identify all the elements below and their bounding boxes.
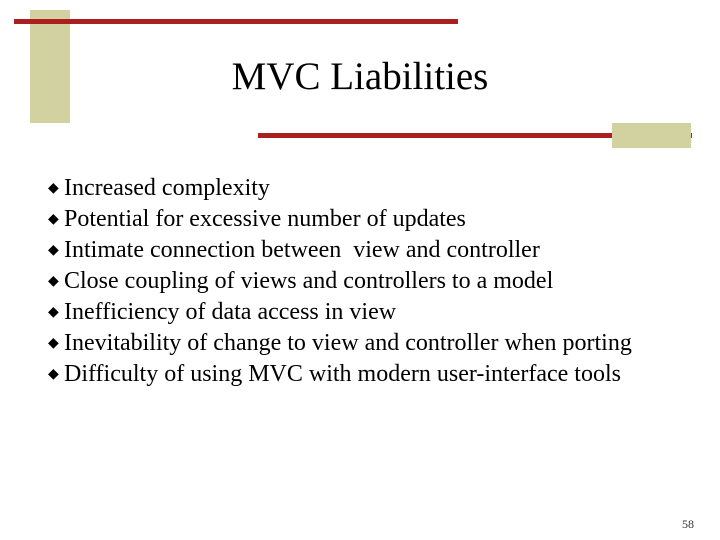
slide-title: MVC Liabilities <box>231 55 489 98</box>
bullet-text: Potential for excessive number of updates <box>64 206 466 232</box>
diamond-bullet-icon: ◆ <box>48 211 59 227</box>
bullet-text: Inevitability of change to view and controller when porting <box>64 330 632 356</box>
decorative-tan-bar-left <box>30 10 70 123</box>
bullet-item <box>48 174 688 203</box>
slide-number: 58 <box>682 517 694 531</box>
decorative-tan-bar-right <box>612 123 691 148</box>
diamond-bullet-icon: ◆ <box>48 335 59 351</box>
diamond-bullet-icon: ◆ <box>48 304 59 320</box>
bullet-item <box>48 360 688 389</box>
bullet-list <box>48 174 688 391</box>
bullet-text: Close coupling of views and controllers to a model <box>64 268 554 294</box>
diamond-bullet-icon: ◆ <box>48 366 59 382</box>
diamond-bullet-icon: ◆ <box>48 180 59 196</box>
bullet-item <box>48 267 688 296</box>
bullet-text: Difficulty of using MVC with modern user-interface tools <box>64 361 621 387</box>
bullet-item <box>48 298 688 327</box>
bullet-item <box>48 205 688 234</box>
diamond-bullet-icon: ◆ <box>48 242 59 258</box>
bullet-text: Intimate connection between view and controller <box>64 237 540 263</box>
decorative-red-line-top <box>14 19 458 24</box>
diamond-bullet-icon: ◆ <box>48 273 59 289</box>
bullet-text: Increased complexity <box>64 175 270 201</box>
bullet-text: Inefficiency of data access in view <box>64 299 397 325</box>
bullet-item <box>48 236 688 265</box>
bullet-item <box>48 329 688 358</box>
